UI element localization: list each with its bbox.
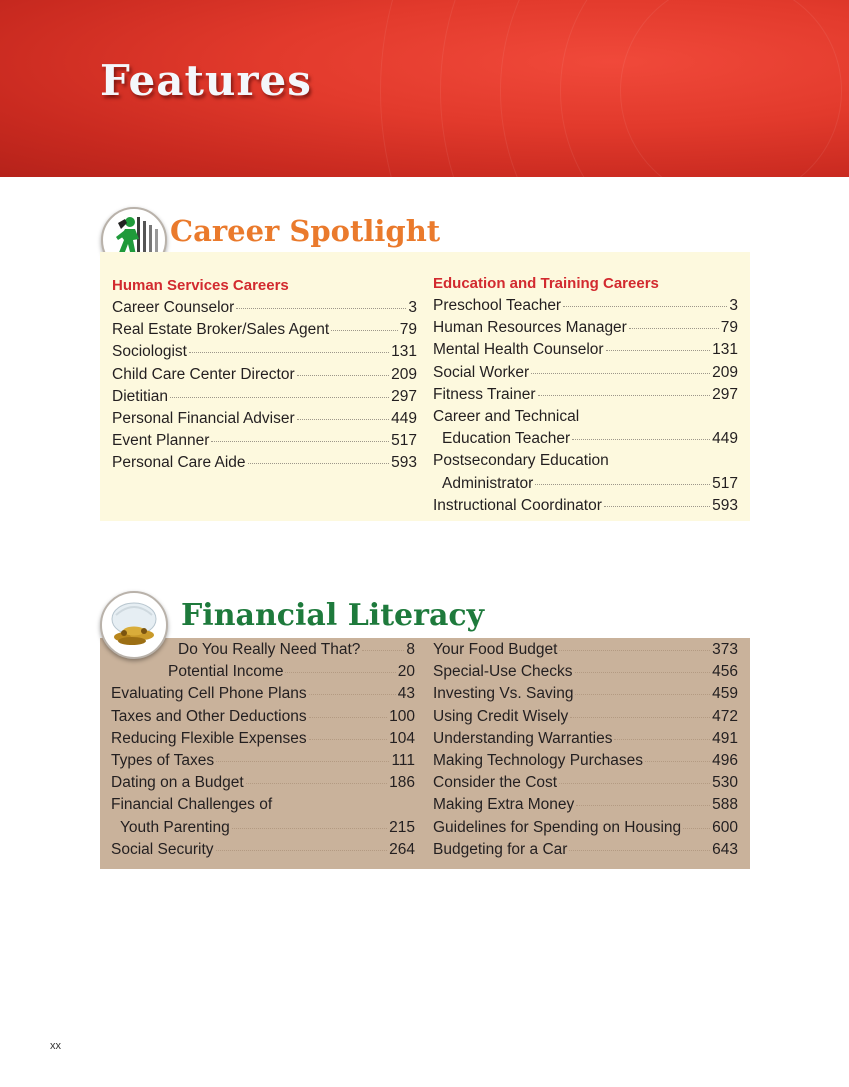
list-item: Financial Challenges of: [111, 796, 273, 814]
list-item: Fitness Trainer 297: [433, 385, 738, 403]
list-item: Event Planner 517: [112, 432, 417, 450]
list-item: Understanding Warranties 491: [433, 729, 738, 747]
list-item: Taxes and Other Deductions 100: [111, 707, 415, 725]
list-item: Evaluating Cell Phone Plans 43: [111, 685, 415, 703]
list-item: Dietitian 297: [112, 387, 417, 405]
list-item: Personal Financial Adviser 449: [112, 409, 417, 427]
list-item: Career and Technical: [433, 407, 580, 425]
list-item: Reducing Flexible Expenses 104: [111, 729, 415, 747]
list-item: Social Worker 209: [433, 363, 738, 381]
list-item: Budgeting for a Car 643: [433, 840, 738, 858]
financial-right-column: [433, 639, 738, 861]
list-item: Types of Taxes 111: [111, 751, 415, 769]
list-item: Preschool Teacher 3: [433, 297, 738, 314]
list-item: Guidelines for Spending on Housing 600: [433, 818, 738, 836]
career-spotlight-title: Career Spotlight: [170, 214, 441, 248]
list-item: Social Security 264: [111, 840, 415, 858]
list-item: Consider the Cost 530: [433, 774, 738, 792]
list-item: Mental Health Counselor 131: [433, 341, 738, 359]
list-item: Real Estate Broker/Sales Agent 79: [112, 321, 417, 339]
list-item: Sociologist 131: [112, 343, 417, 361]
list-item: Dating on a Budget 186: [111, 774, 415, 792]
list-item: Instructional Coordinator 593: [433, 496, 738, 514]
list-item: Potential Income 20: [168, 663, 415, 681]
financial-left-column: [111, 639, 415, 861]
list-item: Child Care Center Director 209: [112, 365, 417, 383]
list-item: Postsecondary Education: [433, 452, 609, 470]
financial-literacy-badge: [100, 591, 168, 659]
financial-literacy-panel: [100, 638, 750, 869]
list-item: Using Credit Wisely 472: [433, 707, 738, 725]
human-services-column: [112, 275, 417, 475]
list-item: Making Extra Money 588: [433, 796, 738, 814]
list-item-continued: Administrator 517: [442, 474, 738, 492]
list-item-continued: Youth Parenting 215: [120, 818, 415, 836]
financial-literacy-title: Financial Literacy: [181, 598, 485, 633]
page-number: xx: [50, 1040, 61, 1052]
list-item-continued: Education Teacher 449: [442, 430, 738, 448]
piggy-bank-coins-icon: [102, 593, 166, 657]
education-training-column: [433, 273, 738, 517]
list-item: Your Food Budget 373: [433, 641, 738, 658]
list-item: Career Counselor 3: [112, 299, 417, 316]
header-banner: [0, 0, 849, 177]
list-item: Human Resources Manager 79: [433, 319, 738, 337]
column-heading: Human Services Careers: [112, 277, 289, 294]
career-spotlight-panel: [100, 252, 750, 521]
list-item: Investing Vs. Saving 459: [433, 685, 738, 703]
list-item: Do You Really Need That? 8: [178, 641, 415, 658]
list-item: Making Technology Purchases 496: [433, 751, 738, 769]
list-item: Special-Use Checks 456: [433, 663, 738, 681]
page-title: Features: [100, 56, 312, 105]
column-heading: Education and Training Careers: [433, 275, 659, 292]
list-item: Personal Care Aide 593: [112, 454, 417, 472]
